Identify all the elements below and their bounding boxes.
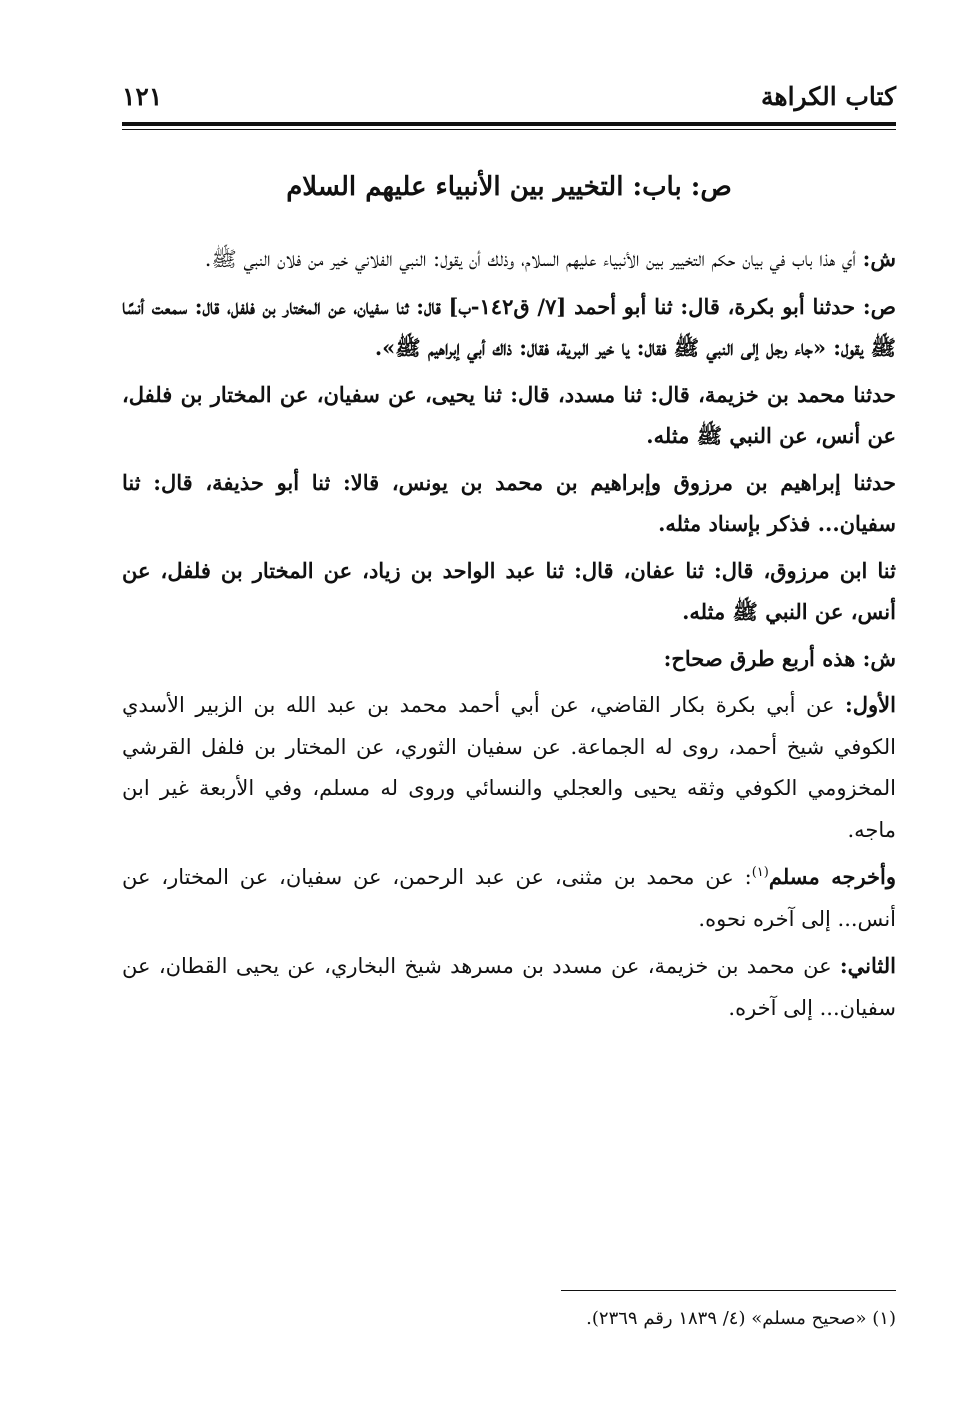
paragraph-text: عن أبي بكرة بكار القاضي، عن أبي أحمد محمد بن عبد الله بن الزبير الأسدي الكوفي شيخ أحمد، روى له الجماعة. عن سفيان الثوري، عن المختار بن فلفل القرشي المخزومي الكوفي وثقه يحيى والعجلي والنسائي وروى له مسلم، وفي الأربعة غير ابن ماجه. (122, 693, 896, 842)
paragraph-hadith-4 (122, 550, 896, 633)
header-rule-thick (122, 122, 896, 126)
body-text (122, 238, 896, 1034)
footnote: (١) «صحيح مسلم» (٤/ ١٨٣٩ رقم ٢٣٦٩). (586, 1308, 896, 1329)
paragraph-hadith-2 (122, 374, 896, 457)
paragraph-muslim-source (122, 856, 896, 940)
paragraph-lead: الأول: (845, 692, 896, 717)
page-number: ١٢١ (122, 82, 163, 111)
paragraph-second-chain (122, 945, 896, 1029)
paragraph-text: حدثنا أبو بكرة، قال: ثنا أبو أحمد [٧/ ق١٤٢-ب] قال: ثنا سفيان، عن المختار بن فلفل، قال: سمعت أنسًا ﷺ يقول: «جاء رجل إلى النبي ﷺ فقال: يا خير البرية، فقال: ذاك أبي إبراهيم ﷺ». (122, 293, 896, 360)
footnote-rule (561, 1290, 896, 1291)
paragraph-hadith-1 (122, 286, 896, 369)
paragraph-lead: وأخرجه مسلم (768, 864, 896, 889)
running-title: كتاب الكراهة (761, 82, 896, 111)
paragraph-text: أي هذا باب في بيان حكم التخيير بين الأنبياء عليهم السلام، وذلك أن يقول: النبي الفلاني خير من فلان النبي ﷺ. (204, 247, 863, 271)
paragraph-lead: الثاني: (839, 953, 896, 978)
paragraph-text: ثنا ابن مرزوق، قال: ثنا عفان، قال: ثنا عبد الواحد بن زياد، عن المختار بن فلفل، عن أنس، عن النبي ﷺ مثله. (122, 557, 896, 624)
page-header (122, 78, 896, 122)
paragraph-lead: ص: (862, 293, 896, 319)
paragraph-lead: ش: (862, 645, 896, 671)
chapter-title: ص: باب: التخيير بين الأنبياء عليهم السلام (286, 172, 732, 202)
footnote-reference: (١) (751, 865, 769, 880)
paragraph-commentary-heading (122, 638, 896, 680)
paragraph-commentary-intro (122, 238, 896, 281)
paragraph-hadith-3 (122, 462, 896, 545)
paragraph-first-chain (122, 684, 896, 851)
paragraph-text: حدثنا إبراهيم بن مرزوق وإبراهيم بن محمد بن يونس، قالا: ثنا أبو حذيفة، قال: ثنا سفيان... فذكر بإسناد مثله. (122, 469, 896, 536)
paragraph-lead: ش: (862, 246, 896, 271)
paragraph-text: هذه أربع طرق صحاح: (663, 645, 863, 671)
paragraph-text: حدثنا محمد بن خزيمة، قال: ثنا مسدد، قال: ثنا يحيى، عن سفيان، عن المختار بن فلفل، عن أنس، عن النبي ﷺ مثله. (122, 381, 896, 448)
paragraph-text: : عن محمد بن مثنى، عن عبد الرحمن، عن سفيان، عن المختار، عن أنس... إلى آخره نحوه. (122, 865, 896, 931)
header-rule-thin (122, 129, 896, 130)
paragraph-text: عن محمد بن خزيمة، عن مسدد بن مسرهد شيخ البخاري، عن يحيى القطان، عن سفيان... إلى آخره. (122, 954, 896, 1020)
